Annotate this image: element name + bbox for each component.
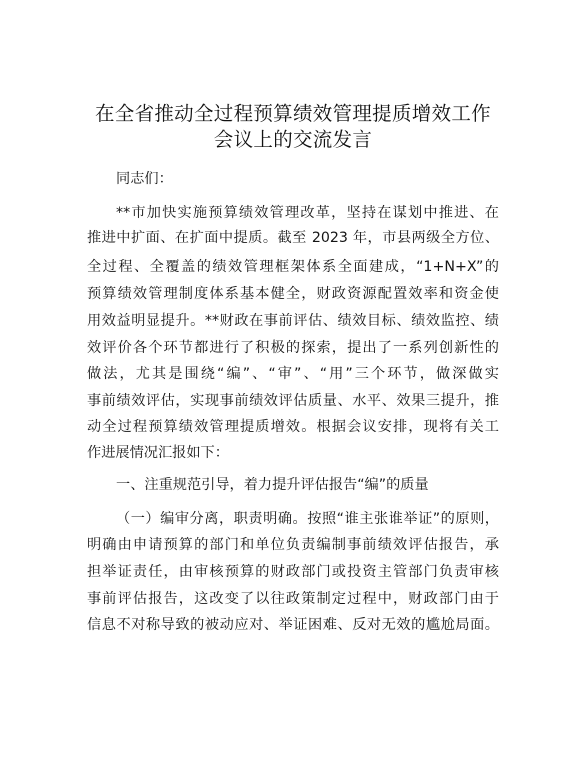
paragraph-1-line-4: 预算绩效管理制度体系基本健全，财政资源配置效率和资金使 bbox=[87, 286, 499, 302]
paragraph-2-line-5: 信息不对称导致的被动应对、举证困难、反对无效的尴尬局面。 bbox=[87, 617, 499, 633]
paragraph-2-line-4: 事前评估报告，这改变了以往政策制定过程中，财政部门由于 bbox=[87, 591, 499, 607]
document-title-line-1: 在全省推动全过程预算绩效管理提质增效工作 bbox=[94, 102, 491, 125]
document-title-line-2: 会议上的交流发言 bbox=[213, 128, 373, 151]
section-1-heading: 一、注重规范引导，着力提升评估报告“编”的质量 bbox=[116, 477, 429, 493]
paragraph-1-line-2: 推进中扩面、在扩面中提质。截至 2023 年，市县两级全方位、 bbox=[87, 230, 499, 246]
paragraph-1-line-10: 作进展情况汇报如下： bbox=[87, 445, 229, 461]
paragraph-1-line-6: 效评价各个环节都进行了积极的探索，提出了一系列创新性的 bbox=[87, 340, 499, 356]
paragraph-1-line-3: 全过程、全覆盖的绩效管理框架体系全面建成，“1+N+X”的 bbox=[87, 259, 499, 275]
paragraph-1-line-7: 做法，尤其是围绕“编”、“审”、“用”三个环节，做深做实 bbox=[87, 366, 499, 382]
paragraph-2-line-2: 明确由申请预算的部门和单位负责编制事前绩效评估报告，承 bbox=[87, 537, 499, 553]
paragraph-1-line-1: **市加快实施预算绩效管理改革，坚持在谋划中推进、在 bbox=[116, 205, 499, 221]
salutation: 同志们： bbox=[116, 171, 173, 187]
paragraph-2-line-1: （一）编审分离，职责明确。按照“谁主张谁举证”的原则， bbox=[116, 511, 499, 527]
paragraph-1-line-9: 动全过程预算绩效管理提质增效。根据会议安排，现将有关工 bbox=[87, 419, 499, 435]
paragraph-2-line-3: 担举证责任，由审核预算的财政部门或投资主管部门负责审核 bbox=[87, 564, 499, 580]
paragraph-1-line-5: 用效益明显提升。**财政在事前评估、绩效目标、绩效监控、绩 bbox=[87, 313, 499, 329]
paragraph-1-line-8: 事前绩效评估，实现事前绩效评估质量、水平、效果三提升，推 bbox=[87, 393, 499, 409]
